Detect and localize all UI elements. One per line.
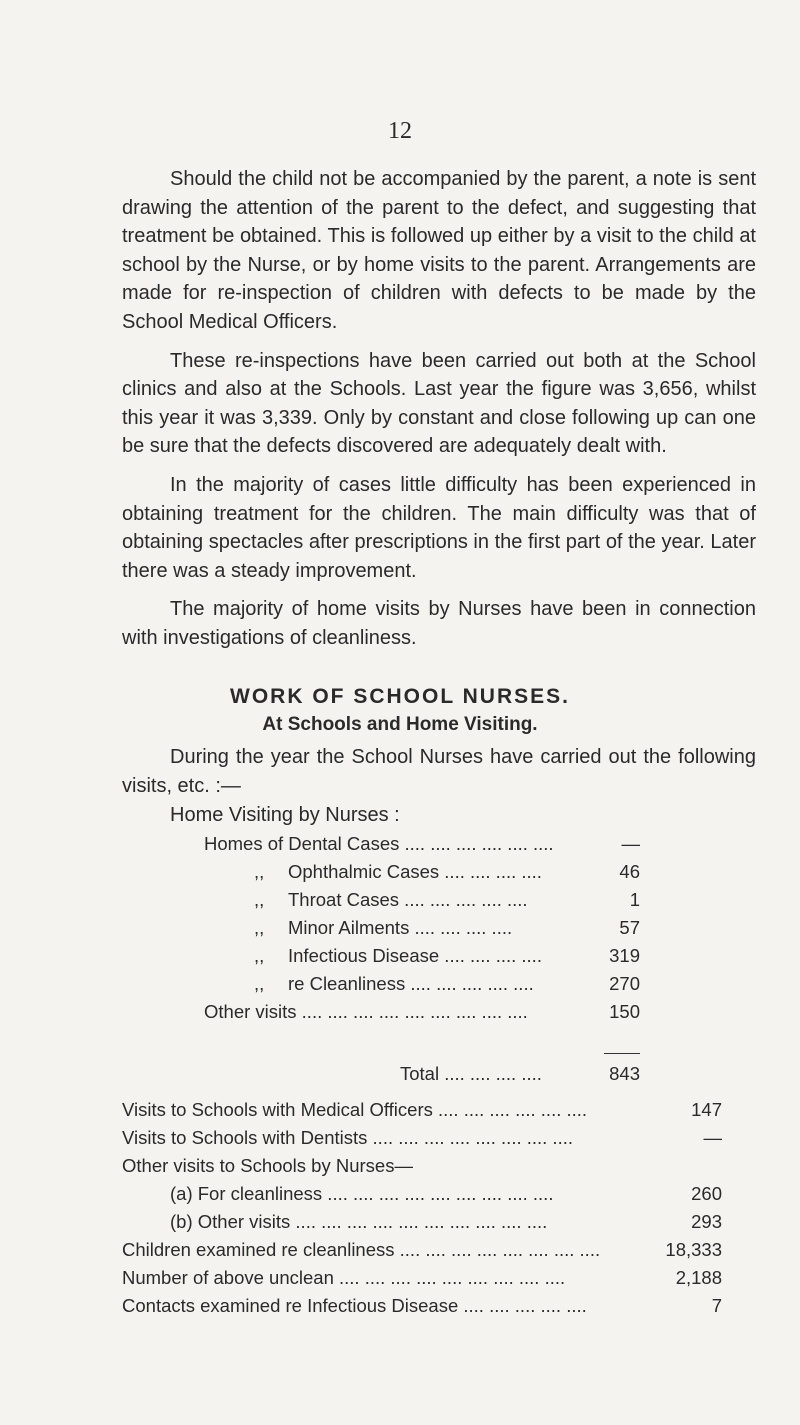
section-intro: [122, 743, 756, 801]
row-label: (b) Other visits .... .... .... .... .... .... .... .... .... ....: [170, 1211, 548, 1232]
row-value: 147: [691, 1099, 722, 1120]
row-value: 319: [609, 945, 640, 966]
row-label: Other visits to Schools by Nurses—: [122, 1155, 413, 1176]
paragraph-3: In the majority of cases little difficulty has been experienced in obtaining treatment for the children. The main difficulty was that of obtaining spectacles after prescriptions in the first part of the year. Later there was a steady improvement.: [122, 473, 756, 582]
row-value: 7: [711, 1295, 722, 1316]
row-label: re Cleanliness .... .... .... .... ....: [288, 973, 534, 994]
row-label: Number of above unclean .... .... .... .... .... .... .... .... ....: [122, 1267, 566, 1288]
row-value: 46: [619, 861, 640, 882]
section-title: WORK OF SCHOOL NURSES.: [230, 685, 570, 708]
home-visiting-heading: Home Visiting by Nurses :: [170, 804, 400, 826]
school-visit-row-unclean: [122, 1264, 722, 1292]
row-label: Minor Ailments .... .... .... ....: [288, 917, 513, 938]
row-value: 150: [609, 1001, 640, 1022]
row-value: —: [703, 1127, 722, 1148]
paragraph-2: These re-inspections have been carried out both at the School clinics and also at the Schools. Last year the figure was 3,656, whilst this year it was 3,339. Only by constant and close following up can one be sure that the defects discovered are adequately dealt with.: [122, 349, 756, 458]
row-value: —: [621, 833, 640, 854]
total-label: Total .... .... .... ....: [400, 1063, 542, 1084]
row-value: 270: [609, 973, 640, 994]
row-value: 2,188: [675, 1267, 722, 1288]
row-label: Homes of Dental Cases .... .... .... .... .... ....: [204, 833, 554, 854]
school-visit-row-dentists: [122, 1124, 722, 1152]
row-label: Other visits .... .... .... .... .... .... .... .... ....: [204, 1001, 528, 1022]
row-label: Visits to Schools with Medical Officers .... .... .... .... .... ....: [122, 1099, 588, 1120]
ditto-mark: ,,: [254, 917, 265, 938]
school-visit-row-cleanliness: [170, 1180, 722, 1208]
school-visit-row-contacts: [122, 1292, 722, 1320]
intro-text: During the year the School Nurses have carried out the following visits, etc. :—: [122, 746, 756, 797]
ditto-mark: ,,: [254, 945, 265, 966]
row-value: 57: [619, 917, 640, 938]
row-label: (a) For cleanliness .... .... .... .... .... .... .... .... ....: [170, 1183, 554, 1204]
home-visit-row-minor-ailments: [254, 914, 640, 942]
row-value: 18,333: [665, 1239, 722, 1260]
ditto-mark: ,,: [254, 889, 265, 910]
page-number: 12: [388, 118, 412, 144]
row-label: Visits to Schools with Dentists .... .... .... .... .... .... .... ....: [122, 1127, 573, 1148]
ditto-mark: ,,: [254, 973, 265, 994]
row-value: 1: [629, 889, 640, 910]
home-visit-row-dental: [204, 830, 640, 858]
row-label: Children examined re cleanliness .... .... .... .... .... .... .... ....: [122, 1239, 601, 1260]
row-value: 293: [691, 1211, 722, 1232]
home-visit-row-cleanliness: [254, 970, 640, 998]
row-label: Contacts examined re Infectious Disease .... .... .... .... ....: [122, 1295, 587, 1316]
home-visit-row-other: [204, 998, 640, 1026]
paragraph-4: The majority of home visits by Nurses have been in connection with investigations of cleanliness.: [122, 598, 756, 649]
row-label: Infectious Disease .... .... .... ....: [288, 945, 542, 966]
school-visit-row-medical-officers: [122, 1096, 722, 1124]
body-text: [122, 165, 756, 653]
home-visit-row-ophthalmic: [254, 858, 640, 886]
home-visit-row-throat: [254, 886, 640, 914]
home-visit-total-row: [400, 1060, 640, 1088]
section-subtitle: At Schools and Home Visiting.: [262, 714, 538, 735]
row-label: Ophthalmic Cases .... .... .... ....: [288, 861, 542, 882]
row-label: Throat Cases .... .... .... .... ....: [288, 889, 528, 910]
school-visit-row-other-visits: [170, 1208, 722, 1236]
home-visit-row-infectious: [254, 942, 640, 970]
total-rule: [604, 1053, 640, 1054]
school-visit-row-children-examined: [122, 1236, 722, 1264]
total-value: 843: [609, 1063, 640, 1084]
paragraph-1: Should the child not be accompanied by the parent, a note is sent drawing the attention of the parent to the defect, and suggesting that treatment be obtained. This is followed up either by a visit to the child at school by the Nurse, or by home visits to the parent. Arrangements are made for re-inspection of children with defects to be made by the School Medical Officers.: [122, 168, 756, 333]
ditto-mark: ,,: [254, 861, 265, 882]
school-visit-row-other-heading: [122, 1152, 722, 1180]
row-value: 260: [691, 1183, 722, 1204]
